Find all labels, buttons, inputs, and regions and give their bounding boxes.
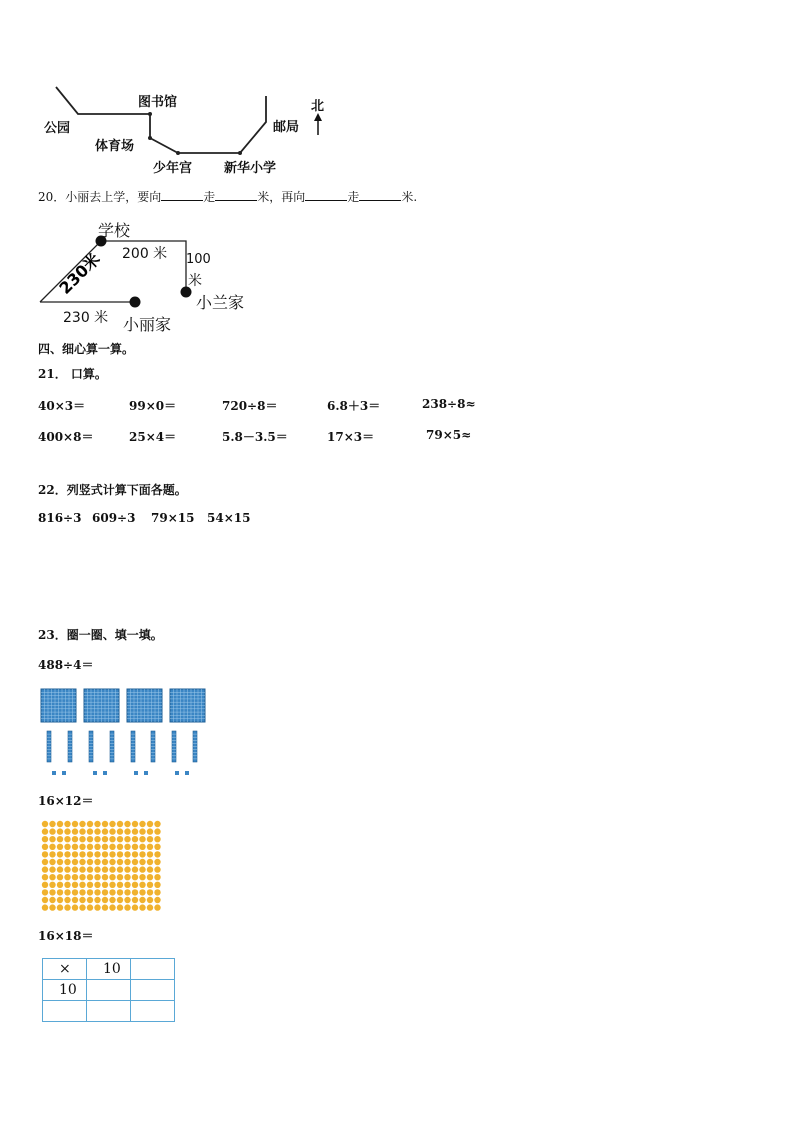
calc-item: 79×5≈: [426, 428, 472, 442]
dot: [154, 866, 160, 872]
dot: [49, 859, 55, 865]
dot: [117, 821, 123, 827]
dot: [147, 836, 153, 842]
dot: [139, 821, 145, 827]
dot: [117, 836, 123, 842]
dot: [139, 889, 145, 895]
dot: [117, 859, 123, 865]
dot: [94, 836, 100, 842]
expression-3: 16×18＝: [38, 929, 94, 943]
dot: [94, 859, 100, 865]
dot: [102, 836, 108, 842]
dot: [132, 859, 138, 865]
multiplication-grid: [42, 958, 175, 1022]
dot: [87, 874, 93, 880]
dot: [154, 821, 160, 827]
dot: [124, 851, 130, 857]
dot: [154, 889, 160, 895]
dot: [139, 844, 145, 850]
dot: [64, 882, 70, 888]
calc-item: 6.8＋3＝: [327, 399, 381, 413]
dot: [139, 851, 145, 857]
dot: [132, 836, 138, 842]
dot: [49, 866, 55, 872]
dot: [79, 851, 85, 857]
dot: [102, 882, 108, 888]
map-label-stadium: 体育场: [95, 139, 135, 154]
dot: [132, 882, 138, 888]
dot: [147, 882, 153, 888]
dot: [117, 889, 123, 895]
dot: [102, 874, 108, 880]
dot: [109, 874, 115, 880]
dot: [124, 904, 130, 910]
dot: [64, 828, 70, 834]
dot: [124, 844, 130, 850]
calc-item: 816÷3: [38, 511, 82, 525]
dot: [42, 904, 48, 910]
dot: [147, 821, 153, 827]
dot: [147, 904, 153, 910]
dot: [109, 821, 115, 827]
dot: [102, 821, 108, 827]
dot: [72, 904, 78, 910]
dot: [132, 828, 138, 834]
diag-distance-label: 230米: [55, 249, 104, 298]
dot: [42, 882, 48, 888]
dot: [109, 836, 115, 842]
dot: [124, 836, 130, 842]
dot: [94, 821, 100, 827]
dots-group: [42, 821, 161, 911]
dot: [124, 859, 130, 865]
map-label-park: 公园: [44, 121, 71, 136]
dot: [124, 821, 130, 827]
dot: [87, 844, 93, 850]
dot: [72, 897, 78, 903]
dot: [102, 859, 108, 865]
dot: [42, 874, 48, 880]
dot: [139, 882, 145, 888]
dot: [87, 821, 93, 827]
dot: [102, 851, 108, 857]
question-21-title: 21． 口算。: [38, 367, 107, 381]
dot: [147, 866, 153, 872]
dot: [109, 828, 115, 834]
dot: [94, 828, 100, 834]
dot: [72, 821, 78, 827]
dot: [79, 821, 85, 827]
dot: [154, 828, 160, 834]
dot: [87, 851, 93, 857]
dot: [109, 904, 115, 910]
dot: [79, 836, 85, 842]
dot: [79, 844, 85, 850]
dot: [94, 882, 100, 888]
dot: [57, 882, 63, 888]
dot: [154, 882, 160, 888]
dot: [132, 889, 138, 895]
calc-item: 79×15: [151, 511, 195, 525]
dot: [147, 874, 153, 880]
calc-item: 5.8－3.5＝: [222, 430, 288, 444]
dot: [72, 828, 78, 834]
dot: [49, 904, 55, 910]
grid-cell: 10: [87, 959, 131, 980]
dot: [57, 897, 63, 903]
dot: [79, 897, 85, 903]
dot: [132, 904, 138, 910]
calc-item: 17×3＝: [327, 430, 375, 444]
dot: [139, 897, 145, 903]
dot: [132, 844, 138, 850]
dot: [109, 844, 115, 850]
dot: [94, 874, 100, 880]
dot: [49, 897, 55, 903]
calc-item: 400×8＝: [38, 430, 94, 444]
dot: [117, 844, 123, 850]
dot: [147, 851, 153, 857]
dot: [42, 897, 48, 903]
dot: [132, 821, 138, 827]
dot: [117, 851, 123, 857]
dot: [79, 882, 85, 888]
dot: [124, 866, 130, 872]
dot: [49, 889, 55, 895]
dot: [57, 821, 63, 827]
dot: [117, 874, 123, 880]
dot: [57, 844, 63, 850]
dot: [117, 904, 123, 910]
question-23-title: 23．圈一圈、填一填。: [38, 628, 163, 642]
dot: [72, 874, 78, 880]
dot: [154, 859, 160, 865]
right-distance-num: 100: [186, 252, 211, 267]
grid-cell[interactable]: [87, 1001, 131, 1022]
dot: [109, 866, 115, 872]
dot: [64, 874, 70, 880]
dot: [87, 882, 93, 888]
dot: [87, 866, 93, 872]
dot: [139, 859, 145, 865]
dot: [87, 836, 93, 842]
dot: [109, 851, 115, 857]
dot: [79, 859, 85, 865]
dot: [87, 828, 93, 834]
dot: [49, 882, 55, 888]
dot: [57, 828, 63, 834]
school-label: 学校: [98, 221, 131, 240]
dot: [72, 882, 78, 888]
dot: [94, 866, 100, 872]
dot: [132, 897, 138, 903]
dot: [42, 889, 48, 895]
dot: [57, 874, 63, 880]
dot: [79, 828, 85, 834]
dot: [57, 889, 63, 895]
dot: [49, 828, 55, 834]
dot: [64, 866, 70, 872]
grid-cell: ×: [43, 959, 87, 980]
dot: [42, 866, 48, 872]
dot: [139, 866, 145, 872]
dot: [102, 904, 108, 910]
dot: [64, 844, 70, 850]
grid-cell[interactable]: [43, 1001, 87, 1022]
grid-cell: 10: [43, 980, 87, 1001]
dot: [72, 866, 78, 872]
dot: [102, 889, 108, 895]
grid-cell[interactable]: [87, 980, 131, 1001]
dot: [94, 844, 100, 850]
dot: [102, 866, 108, 872]
dot: [64, 889, 70, 895]
map-label-post-office: 邮局: [273, 120, 300, 135]
question-20: 20．小丽去上学，要向 走 米，再向 走 米.: [38, 190, 418, 204]
question-22-title: 22．列竖式计算下面各题。: [38, 483, 187, 497]
dot: [87, 859, 93, 865]
dot: [132, 851, 138, 857]
dot: [79, 874, 85, 880]
dot: [42, 851, 48, 857]
bottom-distance-label: 230 米: [63, 310, 109, 326]
dot: [64, 836, 70, 842]
dot: [154, 851, 160, 857]
xiaoli-home-label: 小丽家: [123, 315, 172, 334]
dot: [124, 874, 130, 880]
xiaolan-home-label: 小兰家: [196, 293, 245, 312]
dot: [49, 844, 55, 850]
dot: [147, 859, 153, 865]
dot: [132, 866, 138, 872]
dot: [102, 828, 108, 834]
dot: [57, 836, 63, 842]
dot: [117, 828, 123, 834]
dot: [117, 897, 123, 903]
dot: [64, 859, 70, 865]
dot: [117, 866, 123, 872]
dot: [72, 844, 78, 850]
calc-item: 238÷8≈: [422, 397, 476, 411]
dot: [72, 889, 78, 895]
dot: [147, 844, 153, 850]
dot: [57, 851, 63, 857]
dot: [139, 904, 145, 910]
dot: [139, 874, 145, 880]
dot: [79, 904, 85, 910]
dot: [102, 897, 108, 903]
dot: [109, 889, 115, 895]
dot: [132, 874, 138, 880]
dot: [154, 874, 160, 880]
calc-item: 609÷3: [92, 511, 136, 525]
top-distance-label: 200 米: [122, 246, 168, 262]
dot: [102, 844, 108, 850]
dot: [87, 897, 93, 903]
dot: [72, 836, 78, 842]
dot: [124, 882, 130, 888]
dot: [72, 851, 78, 857]
dot: [147, 897, 153, 903]
dot: [57, 866, 63, 872]
north-label: 北: [311, 99, 325, 114]
dot: [57, 859, 63, 865]
dot: [42, 836, 48, 842]
dot: [49, 874, 55, 880]
dot: [79, 889, 85, 895]
section-title: 四、细心算一算。: [38, 342, 135, 356]
dot: [49, 821, 55, 827]
calc-item: 54×15: [207, 511, 251, 525]
expression-2: 16×12＝: [38, 794, 94, 808]
dot: [64, 851, 70, 857]
dot: [154, 897, 160, 903]
dot: [124, 889, 130, 895]
dot: [42, 828, 48, 834]
right-distance-unit: 米: [188, 273, 202, 289]
map-label-xinhua-school: 新华小学: [224, 161, 277, 176]
dot: [49, 851, 55, 857]
dot: [109, 882, 115, 888]
dot: [94, 904, 100, 910]
grid-cell[interactable]: [131, 959, 175, 980]
dot: [109, 859, 115, 865]
dot: [94, 889, 100, 895]
dot: [42, 821, 48, 827]
dot: [147, 889, 153, 895]
dot: [64, 821, 70, 827]
dot: [117, 882, 123, 888]
dot: [124, 897, 130, 903]
grid-cell[interactable]: [131, 980, 175, 1001]
dot: [57, 904, 63, 910]
dot: [94, 851, 100, 857]
calc-item: 99×0＝: [129, 399, 177, 413]
dot: [154, 836, 160, 842]
dot: [139, 836, 145, 842]
dot: [109, 897, 115, 903]
dot: [64, 897, 70, 903]
dot: [147, 828, 153, 834]
dot: [87, 889, 93, 895]
expression-1: 488÷4＝: [38, 658, 94, 672]
dot: [87, 904, 93, 910]
grid-cell[interactable]: [131, 1001, 175, 1022]
dot: [42, 844, 48, 850]
dot: [139, 828, 145, 834]
map-label-youth-palace: 少年宫: [153, 161, 193, 176]
calc-item: 40×3＝: [38, 399, 86, 413]
dot: [79, 866, 85, 872]
dot: [124, 828, 130, 834]
dot: [49, 836, 55, 842]
map-label-library: 图书馆: [138, 95, 178, 110]
dot: [42, 859, 48, 865]
calc-item: 720÷8＝: [222, 399, 278, 413]
dot: [64, 904, 70, 910]
dot: [94, 897, 100, 903]
dot: [72, 859, 78, 865]
dot: [154, 904, 160, 910]
dot: [154, 844, 160, 850]
calc-item: 25×4＝: [129, 430, 177, 444]
